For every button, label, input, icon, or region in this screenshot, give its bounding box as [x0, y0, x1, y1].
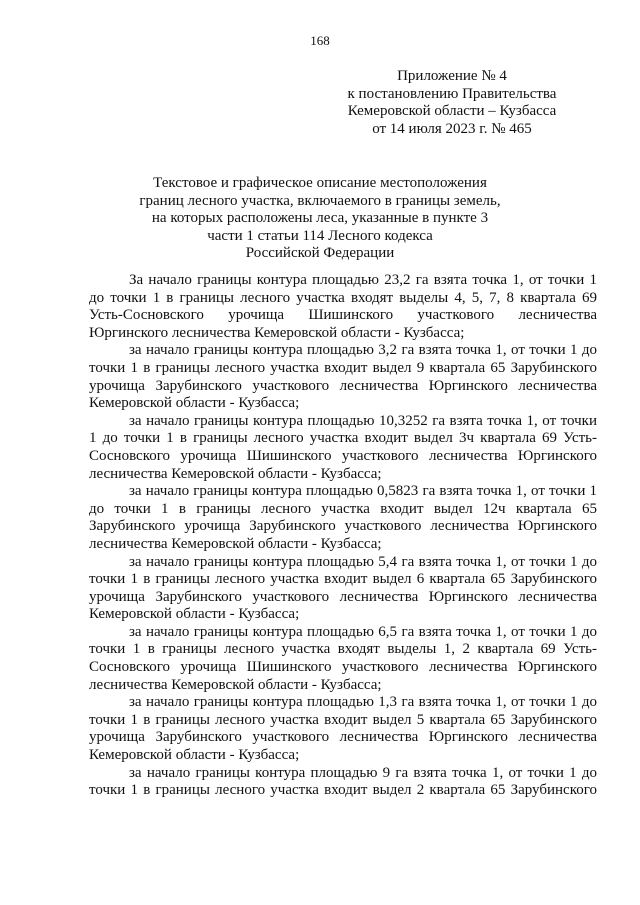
paragraph: за начало границы контура площадью 9 га взята точка 1, от точки 1 до точки 1 в границы лесного участка входит выдел 2 квартала 65 Зарубинского [89, 764, 597, 799]
page-number: 168 [310, 33, 330, 48]
title-line: границ лесного участка, включаемого в границы земель, [139, 192, 501, 209]
paragraph: за начало границы контура площадью 1,3 га взята точка 1, от точки 1 до точки 1 в границы лесного участка входит выдел 5 квартала 65 Зарубинского урочища Зарубинского участкового лесничества Юргинского лесничества Кемеровской области - Кузбасса; [89, 694, 597, 764]
document-body [89, 272, 597, 800]
title-line: Текстовое и графическое описание местоположения [153, 175, 487, 191]
title-line: части 1 статьи 114 Лесного кодекса [207, 227, 433, 244]
paragraph: за начало границы контура площадью 5,4 га взята точка 1, от точки 1 до точки 1 в границы лесного участка входит выдел 6 квартала 65 Зарубинского урочища Зарубинского участкового лесничества Юргинского лесничества Кемеровской области - Кузбасса; [89, 553, 597, 623]
paragraph: За начало границы контура площадью 23,2 га взята точка 1, от точки 1 до точки 1 в границы лесного участка входят выделы 4, 5, 7, 8 квартала 69 Усть-Сосновского урочища Шишинского участкового лесничества Юргинского лесничества Кемеровской области - Кузбасса; [89, 272, 597, 341]
appendix-line: к постановлению Правительства [347, 85, 557, 102]
appendix-line: Приложение № 4 [397, 68, 507, 84]
paragraph: за начало границы контура площадью 3,2 га взята точка 1, от точки 1 до точки 1 в границы лесного участка входит выдел 9 квартала 65 Зарубинского урочища Зарубинского участкового лесничества Юргинского лесничества Кемеровской области - Кузбасса; [89, 342, 597, 412]
document-title [0, 175, 640, 263]
title-line: Российской Федерации [245, 245, 395, 262]
appendix-line: Кемеровской области – Кузбасса [347, 103, 557, 120]
appendix-line: от 14 июля 2023 г. № 465 [372, 120, 532, 137]
paragraph: за начало границы контура площадью 0,5823 га взята точка 1, от точки 1 до точки 1 в границы лесного участка входит выдел 12ч квартала 65 Зарубинского урочища Зарубинского участкового лесничества Юргинского лесничества Кемеровской области - Кузбасса; [89, 483, 597, 552]
paragraph: за начало границы контура площадью 6,5 га взята точка 1, от точки 1 до точки 1 в границы лесного участка входят выделы 1, 2 квартала 69 Усть-Сосновского урочища Шишинского участкового лесничества Юргинского лесничества Кемеровской области - Кузбасса; [89, 623, 597, 693]
paragraph: за начало границы контура площадью 10,3252 га взята точка 1, от точки 1 до точки 1 в границы лесного участка входит выдел 3ч квартала 69 Усть-Сосновского урочища Шишинского участкового лесничества Юргинского лесничества Кемеровской области - Кузбасса; [89, 412, 597, 482]
appendix-block [312, 68, 592, 138]
title-line: на которых расположены леса, указанные в пункте 3 [151, 210, 489, 227]
